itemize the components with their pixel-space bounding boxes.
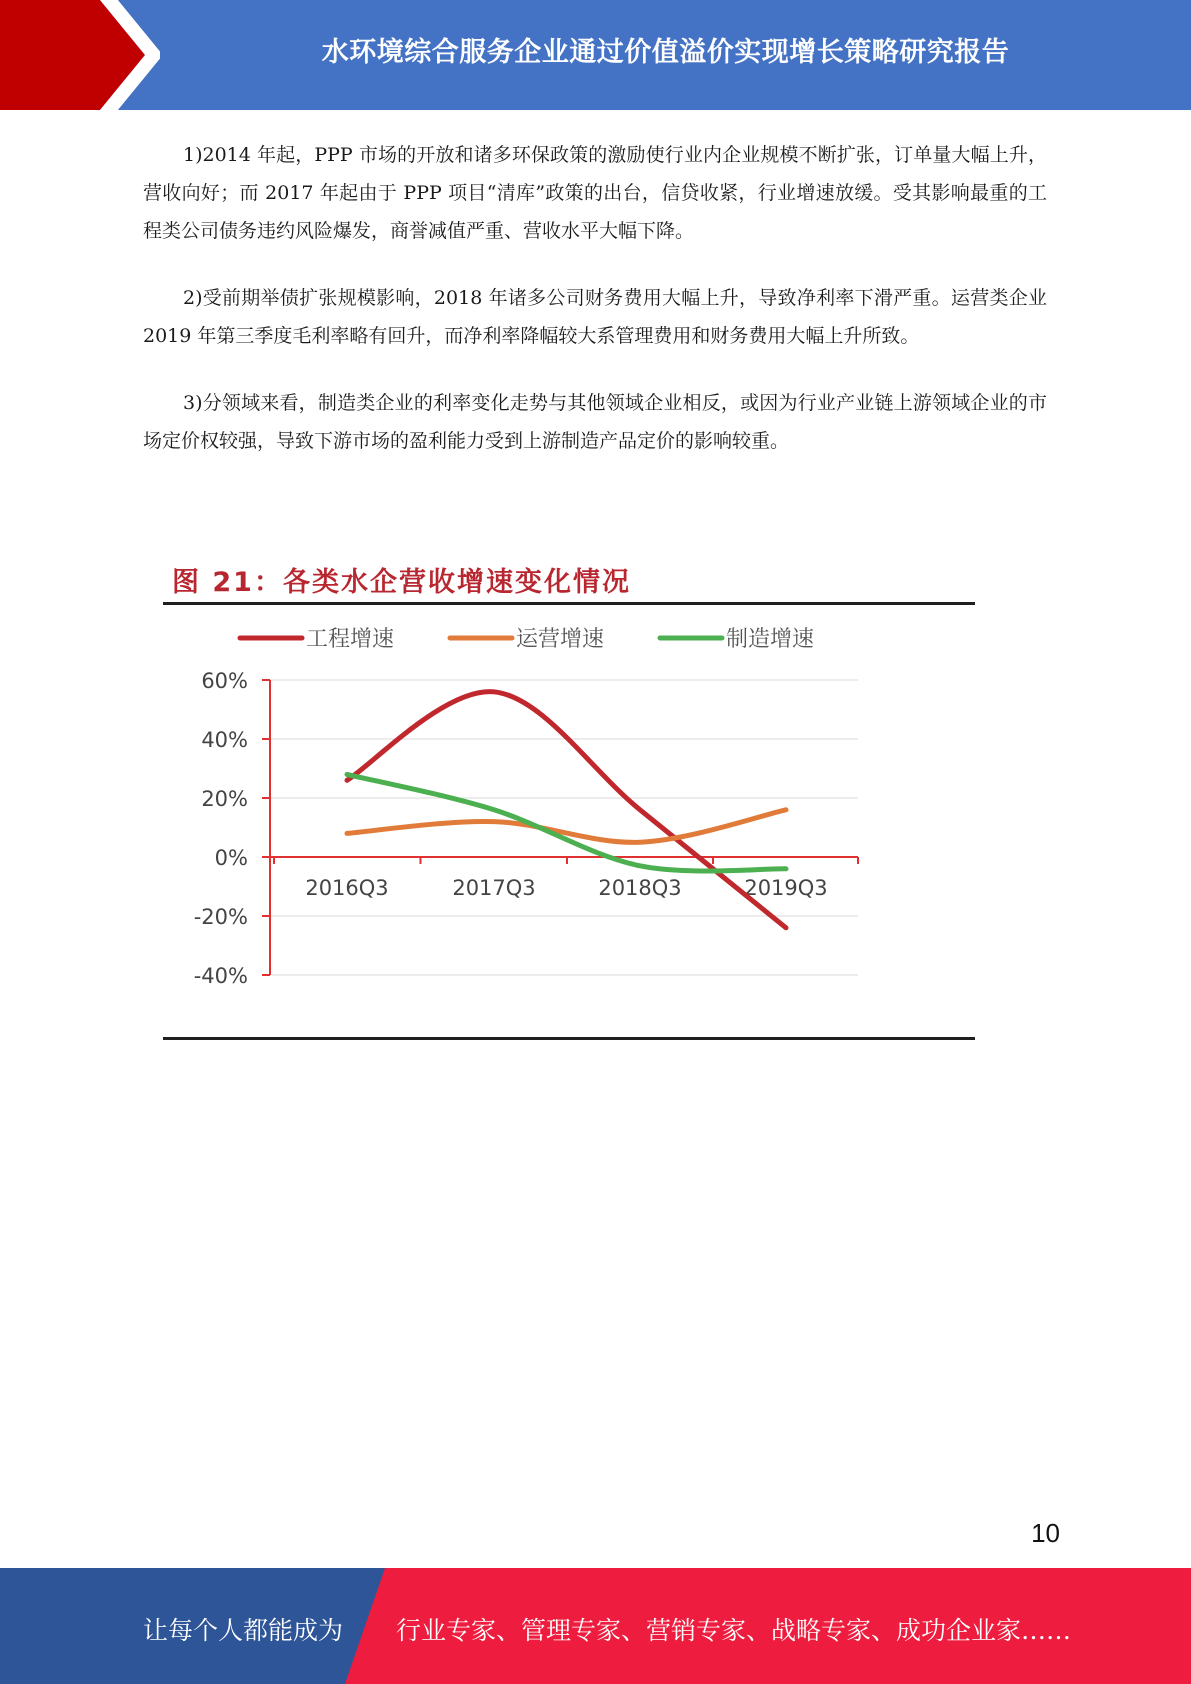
report-title: 水环境综合服务企业通过价值溢价实现增长策略研究报告 [321,37,1010,68]
series-line-1 [347,692,786,928]
page-footer [0,1568,1191,1684]
y-tick-label-5: -20% [193,905,248,929]
chart-axes [262,680,858,975]
legend-label-3: 制造增速 [726,627,815,652]
footer-slogan-right: 行业专家、管理专家、营销专家、战略专家、成功企业家…… [396,1616,1072,1645]
y-tick-label-1: 60% [201,669,248,693]
paragraph-1: 1)2014 年起，PPP 市场的开放和诸多环保政策的激励使行业内企业规模不断扩张，订单量大幅上升，营收向好；而 2017 年起由于 PPP 项目“清库”政策的出台，信贷收紧，行业增速放缓。受其影响最重的工程类公司债务违约风险爆发，商誉减值严重、营收水平大幅下降。 [143,144,1047,242]
paragraph-2: 2)受前期举债扩张规模影响，2018 年诸多公司财务费用大幅上升，导致净利率下滑严重。运营类企业 2019 年第三季度毛利率略有回升，而净利率降幅较大系管理费用和财务费用大幅上升所致。 [143,287,1047,347]
page-header [0,0,1191,110]
x-category-label-2: 2017Q3 [452,876,536,900]
legend-label-1: 工程增速 [306,627,395,652]
y-tick-label-6: -40% [193,964,248,988]
chart-series-lines [347,692,786,928]
figure-21 [160,560,980,1040]
y-tick-label-2: 40% [201,728,248,752]
footer-slogan-left: 让每个人都能成为 [143,1616,344,1645]
chart-grid [270,680,858,975]
y-tick-label-4: 0% [214,846,248,870]
chart-legend [240,627,814,652]
header-chevron-graphic [0,0,160,110]
body-text [143,136,1047,489]
line-chart [160,605,980,1035]
figure-title: 图 21：各类水企营收增速变化情况 [172,567,631,598]
paragraph-3: 3)分领域来看，制造类企业的利率变化走势与其他领域企业相反，或因为行业产业链上游领域企业的市场定价权较强，导致下游市场的盈利能力受到上游制造产品定价的影响较重。 [143,392,1047,452]
x-category-label-4: 2019Q3 [744,876,828,900]
y-tick-labels [194,669,248,988]
page-number: 10 [1031,1518,1060,1548]
x-category-label-3: 2018Q3 [598,876,682,900]
figure-bottom-rule [163,1037,975,1040]
x-category-label-1: 2016Q3 [305,876,389,900]
legend-label-2: 运营增速 [516,627,605,652]
y-tick-label-3: 20% [201,787,248,811]
